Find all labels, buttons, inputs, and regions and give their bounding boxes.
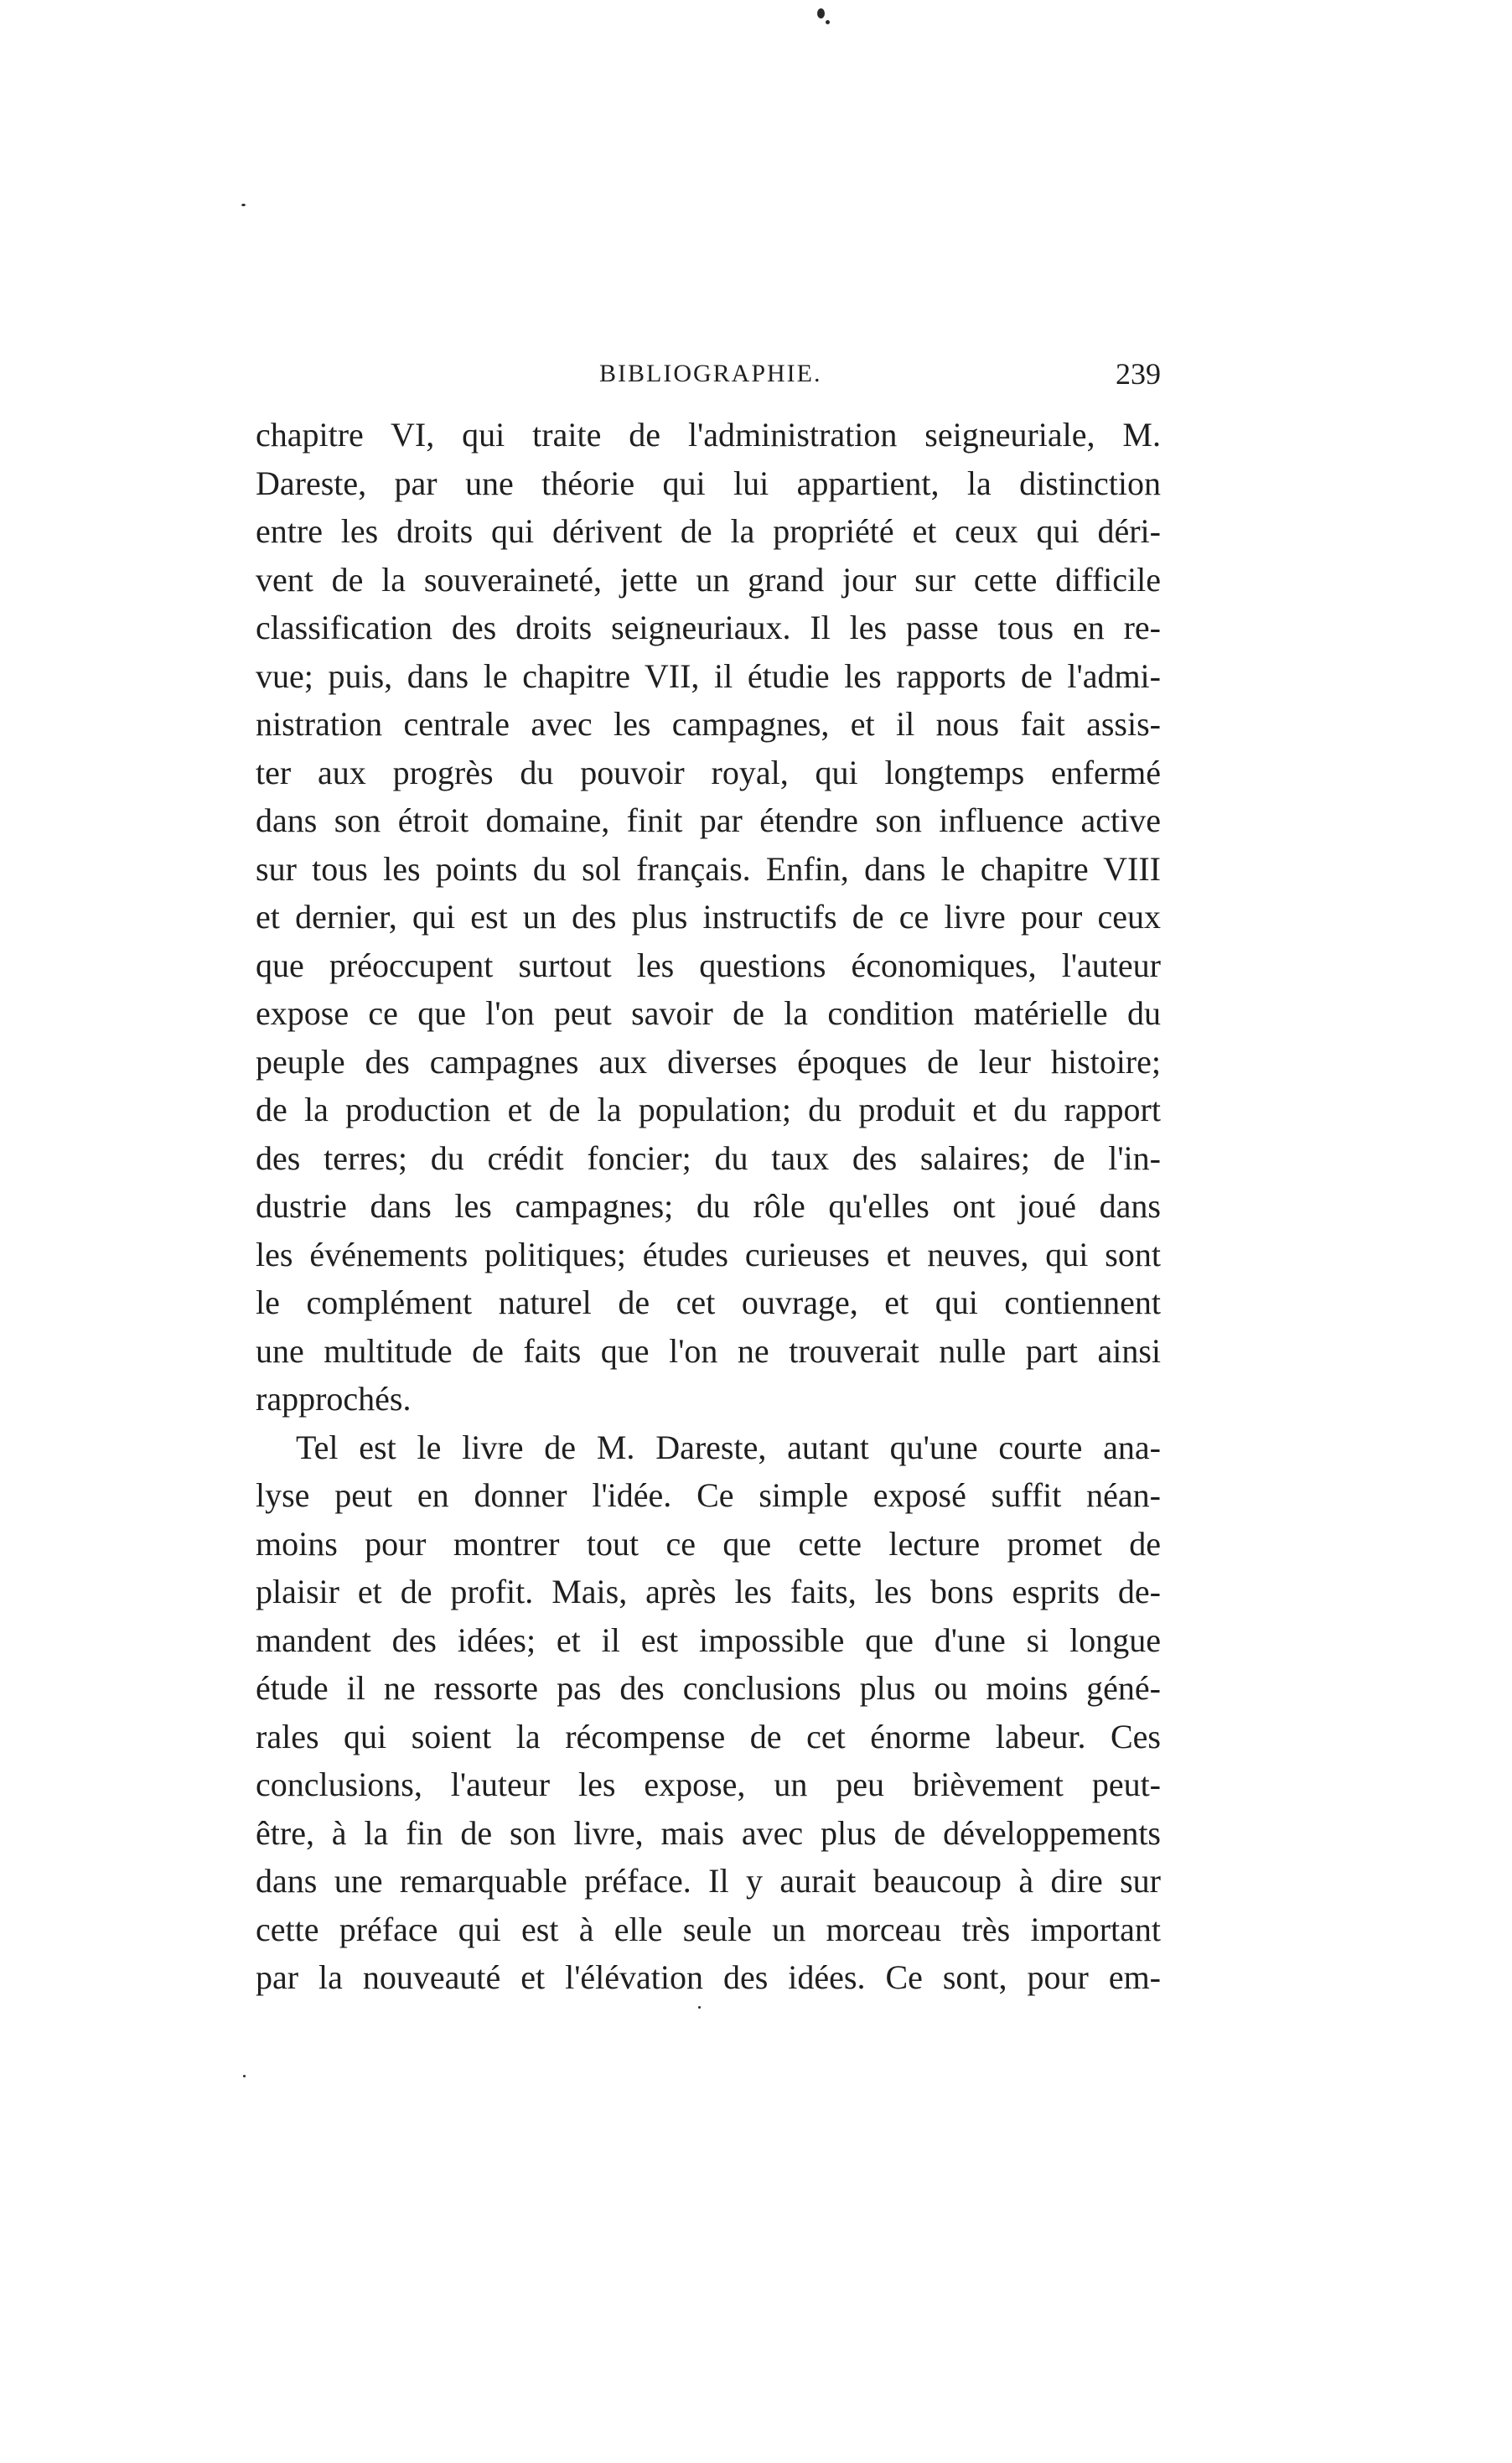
text-line: le complément naturel de cet ouvrage, et qui contiennent [256,1283,1161,1321]
text-line: rapprochés. [256,1380,412,1418]
text-line: mandent des idées; et il est impossible que d'une si longue [256,1620,1161,1659]
ink-speck [817,8,825,18]
text-line: et dernier, qui est un des plus instructifs de ce livre pour ceux [256,898,1161,936]
text-line: des terres; du crédit foncier; du taux des salaires; de l'in- [256,1138,1161,1177]
text-line: dustrie dans les campagnes; du rôle qu'elles ont joué dans [256,1187,1161,1225]
text-line: que préoccupent surtout les questions économiques, l'auteur [256,946,1161,984]
text-line: peuple des campagnes aux diverses époques de leur histoire; [256,1042,1161,1081]
text-line: expose ce que l'on peut savoir de la condition matérielle du [256,994,1161,1032]
text-line: chapitre VI, qui traite de l'administration seigneuriale, M. [256,416,1161,454]
text-line: par la nouveauté et l'élévation des idées. Ce sont, pour em- [256,1958,1161,1996]
text-line: nistration centrale avec les campagnes, et il nous fait assis- [256,705,1161,743]
body-text [256,411,1161,2002]
text-line: sur tous les points du sol français. Enfin, dans le chapitre VIII [256,849,1161,888]
text-line: lyse peut en donner l'idée. Ce simple exposé suffit néan- [256,1476,1161,1514]
text-line: classification des droits seigneuriaux. Il les passe tous en re- [256,609,1161,646]
text-line: vent de la souveraineté, jette un grand jour sur cette difficile [256,560,1161,599]
text-line: dans une remarquable préface. Il y aurait beaucoup à dire sur [256,1862,1161,1900]
text-line: conclusions, l'auteur les expose, un peu brièvement peut- [256,1766,1161,1803]
text-line: étude il ne ressorte pas des conclusions plus ou moins géné- [256,1669,1161,1707]
ink-speck [826,20,830,24]
ink-speck [243,2075,246,2077]
text-line: rales qui soient la récompense de cet énorme labeur. Ces [256,1717,1161,1755]
text-line: Dareste, par une théorie qui lui appartient, la distinction [256,464,1161,502]
running-title: BIBLIOGRAPHIE. [599,360,822,387]
text-line: être, à la fin de son livre, mais avec plus de développements [256,1813,1161,1852]
text-line: plaisir et de profit. Mais, après les faits, les bons esprits de- [256,1573,1161,1610]
text-line: ter aux progrès du pouvoir royal, qui longtemps enfermé [256,753,1161,791]
text-line: une multitude de faits que l'on ne trouverait nulle part ainsi [256,1331,1161,1370]
text-line: Tel est le livre de M. Dareste, autant qu'une courte ana- [296,1428,1161,1466]
page-header [256,356,1161,395]
text-line: moins pour montrer tout ce que cette lecture promet de [256,1524,1161,1563]
ink-speck [241,204,246,206]
text-line: cette préface qui est à elle seule un morceau très important [256,1910,1161,1948]
text-line: de la production et de la population; du produit et du rapport [256,1091,1161,1128]
text-line: dans son étroit domaine, finit par étendre son influence active [256,801,1161,839]
text-line: entre les droits qui dérivent de la propriété et ceux qui déri- [256,512,1161,550]
text-line: les événements politiques; études curieuses et neuves, qui sont [256,1235,1161,1273]
page-number: 239 [1116,357,1161,391]
ink-speck [698,2006,701,2009]
text-line: vue; puis, dans le chapitre VII, il étudie les rapports de l'admi- [256,656,1161,695]
